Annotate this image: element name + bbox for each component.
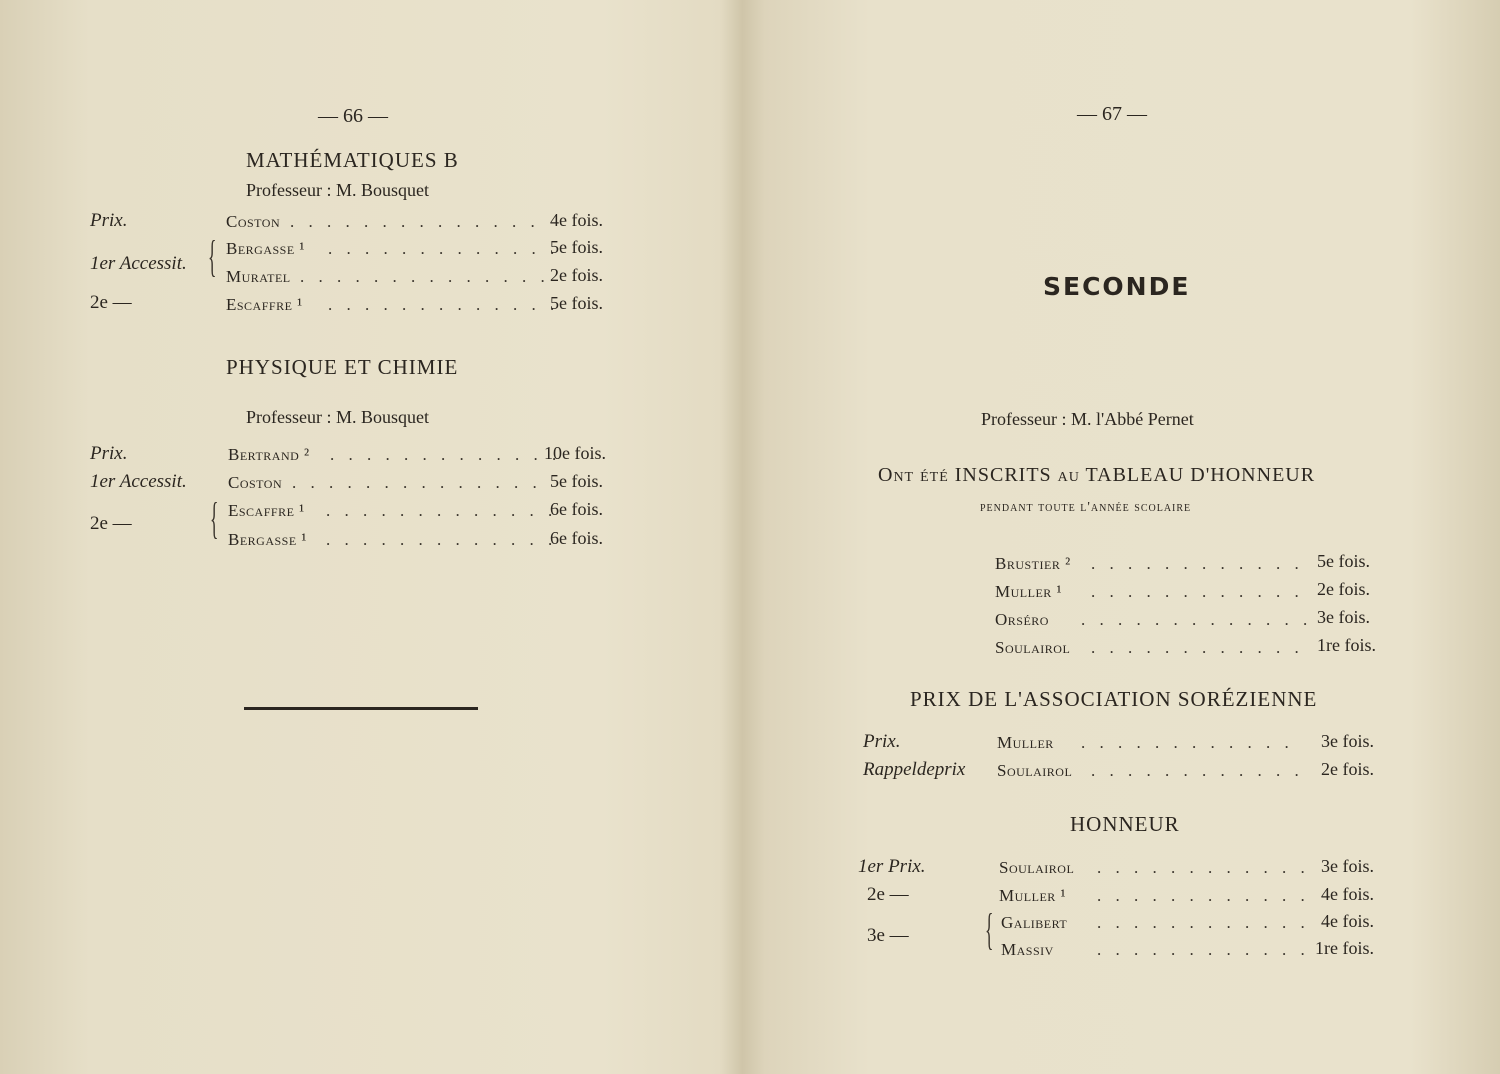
end-rule bbox=[244, 707, 478, 710]
label-accessit-2: 2e — bbox=[90, 292, 132, 313]
association-label: Prix. bbox=[863, 731, 901, 752]
association-row-count: 3e fois. bbox=[1321, 731, 1374, 751]
leader-dots: . . . . . . . . . . . . . . bbox=[290, 212, 540, 231]
label-prix: Prix. bbox=[90, 210, 128, 231]
right-page bbox=[755, 0, 1500, 1074]
class-title: SECONDE bbox=[1043, 272, 1191, 301]
leader-dots: . . . . . . . . . . . . bbox=[1091, 582, 1304, 601]
association-label: Rappeldeprix bbox=[863, 759, 966, 780]
honneur-title: HONNEUR bbox=[1070, 812, 1180, 836]
association-title: PRIX DE L'ASSOCIATION SORÉZIENNE bbox=[910, 687, 1318, 711]
leader-dots: . . . . . . . . . . . . . bbox=[328, 295, 560, 314]
left-page bbox=[0, 0, 745, 1074]
tableau-row-count: 3e fois. bbox=[1317, 607, 1370, 627]
tableau-row-name: Orséro bbox=[995, 610, 1049, 629]
math-row-name: Escaffre ¹ bbox=[226, 295, 303, 314]
brace: { bbox=[210, 494, 219, 543]
leader-dots: . . . . . . . . . . . . . bbox=[328, 239, 560, 258]
leader-dots: . . . . . . . . . . . . bbox=[1097, 858, 1310, 877]
leader-dots: . . . . . . . . . . . . . bbox=[326, 501, 558, 520]
association-row-count: 2e fois. bbox=[1321, 759, 1374, 779]
physique-row-count: 5e fois. bbox=[550, 471, 603, 491]
leader-dots: . . . . . . . . . . . . bbox=[1091, 761, 1304, 780]
honneur-row-count: 1re fois. bbox=[1315, 938, 1374, 958]
tableau-subheading: pendant toute l'année scolaire bbox=[980, 500, 1192, 515]
leader-dots: . . . . . . . . . . . . . . bbox=[292, 473, 542, 492]
math-row-count: 4e fois. bbox=[550, 210, 603, 230]
leader-dots: . . . . . . . . . . . . . bbox=[1081, 610, 1313, 629]
tableau-row-count: 2e fois. bbox=[1317, 579, 1370, 599]
label-accessit-1: 1er Accessit. bbox=[90, 471, 187, 492]
tableau-row-name: Soulairol bbox=[995, 638, 1071, 657]
leader-dots: . . . . . . . . . . . . . . bbox=[300, 267, 550, 286]
math-row-count: 2e fois. bbox=[550, 265, 603, 285]
association-row-name: Soulairol bbox=[997, 761, 1073, 780]
honneur-row-count: 4e fois. bbox=[1321, 884, 1374, 904]
honneur-row-name: Galibert bbox=[1001, 913, 1068, 932]
physique-row-name: Coston bbox=[228, 473, 283, 492]
section-title-physique: PHYSIQUE ET CHIMIE bbox=[226, 355, 459, 379]
label-accessit-1: 1er Accessit. bbox=[90, 253, 187, 274]
tableau-row-name: Muller ¹ bbox=[995, 582, 1063, 601]
page-number: — 67 — bbox=[1077, 103, 1147, 125]
class-professor: Professeur : M. l'Abbé Pernet bbox=[981, 409, 1194, 429]
tableau-row-name: Brustier ² bbox=[995, 554, 1071, 573]
honneur-row-count: 3e fois. bbox=[1321, 856, 1374, 876]
physique-row-name: Bergasse ¹ bbox=[228, 530, 308, 549]
physique-row-name: Bertrand ² bbox=[228, 445, 310, 464]
honneur-row-name: Massiv bbox=[1001, 940, 1054, 959]
honneur-row-count: 4e fois. bbox=[1321, 911, 1374, 931]
brace: { bbox=[985, 905, 994, 954]
label-accessit-2: 2e — bbox=[90, 513, 132, 534]
leader-dots: . . . . . . . . . . . . bbox=[1097, 940, 1310, 959]
physique-row-count: 6e fois. bbox=[550, 528, 603, 548]
math-row-name: Coston bbox=[226, 212, 281, 231]
association-row-name: Muller bbox=[997, 733, 1054, 752]
leader-dots: . . . . . . . . . . . . bbox=[1097, 886, 1310, 905]
honneur-label-prix: 1er Prix. bbox=[858, 856, 926, 877]
math-row-count: 5e fois. bbox=[550, 293, 603, 313]
honneur-label-3: 3e — bbox=[867, 925, 909, 946]
leader-dots: . . . . . . . . . . . . bbox=[1091, 554, 1304, 573]
leader-dots: . . . . . . . . . . . . bbox=[1097, 913, 1310, 932]
physique-row-name: Escaffre ¹ bbox=[228, 501, 305, 520]
honneur-label-2: 2e — bbox=[867, 884, 909, 905]
tableau-row-count: 1re fois. bbox=[1317, 635, 1376, 655]
math-row-name: Muratel bbox=[226, 267, 291, 286]
leader-dots: . . . . . . . . . . . . . bbox=[330, 445, 562, 464]
brace: { bbox=[208, 232, 217, 281]
leader-dots: . . . . . . . . . . . . bbox=[1081, 733, 1294, 752]
physique-professor: Professeur : M. Bousquet bbox=[246, 407, 429, 427]
math-row-name: Bergasse ¹ bbox=[226, 239, 306, 258]
honneur-row-name: Soulairol bbox=[999, 858, 1075, 877]
section-title-math: MATHÉMATIQUES B bbox=[246, 148, 459, 172]
leader-dots: . . . . . . . . . . . . bbox=[1091, 638, 1304, 657]
leader-dots: . . . . . . . . . . . . . bbox=[326, 530, 558, 549]
label-prix: Prix. bbox=[90, 443, 128, 464]
honneur-row-name: Muller ¹ bbox=[999, 886, 1067, 905]
math-professor: Professeur : M. Bousquet bbox=[246, 180, 429, 200]
tableau-row-count: 5e fois. bbox=[1317, 551, 1370, 571]
physique-row-count: 10e fois. bbox=[544, 443, 606, 463]
physique-row-count: 6e fois. bbox=[550, 499, 603, 519]
page-number: — 66 — bbox=[318, 105, 388, 127]
tableau-heading: Ont été INSCRITS au TABLEAU D'HONNEUR bbox=[878, 464, 1316, 486]
math-row-count: 5e fois. bbox=[550, 237, 603, 257]
